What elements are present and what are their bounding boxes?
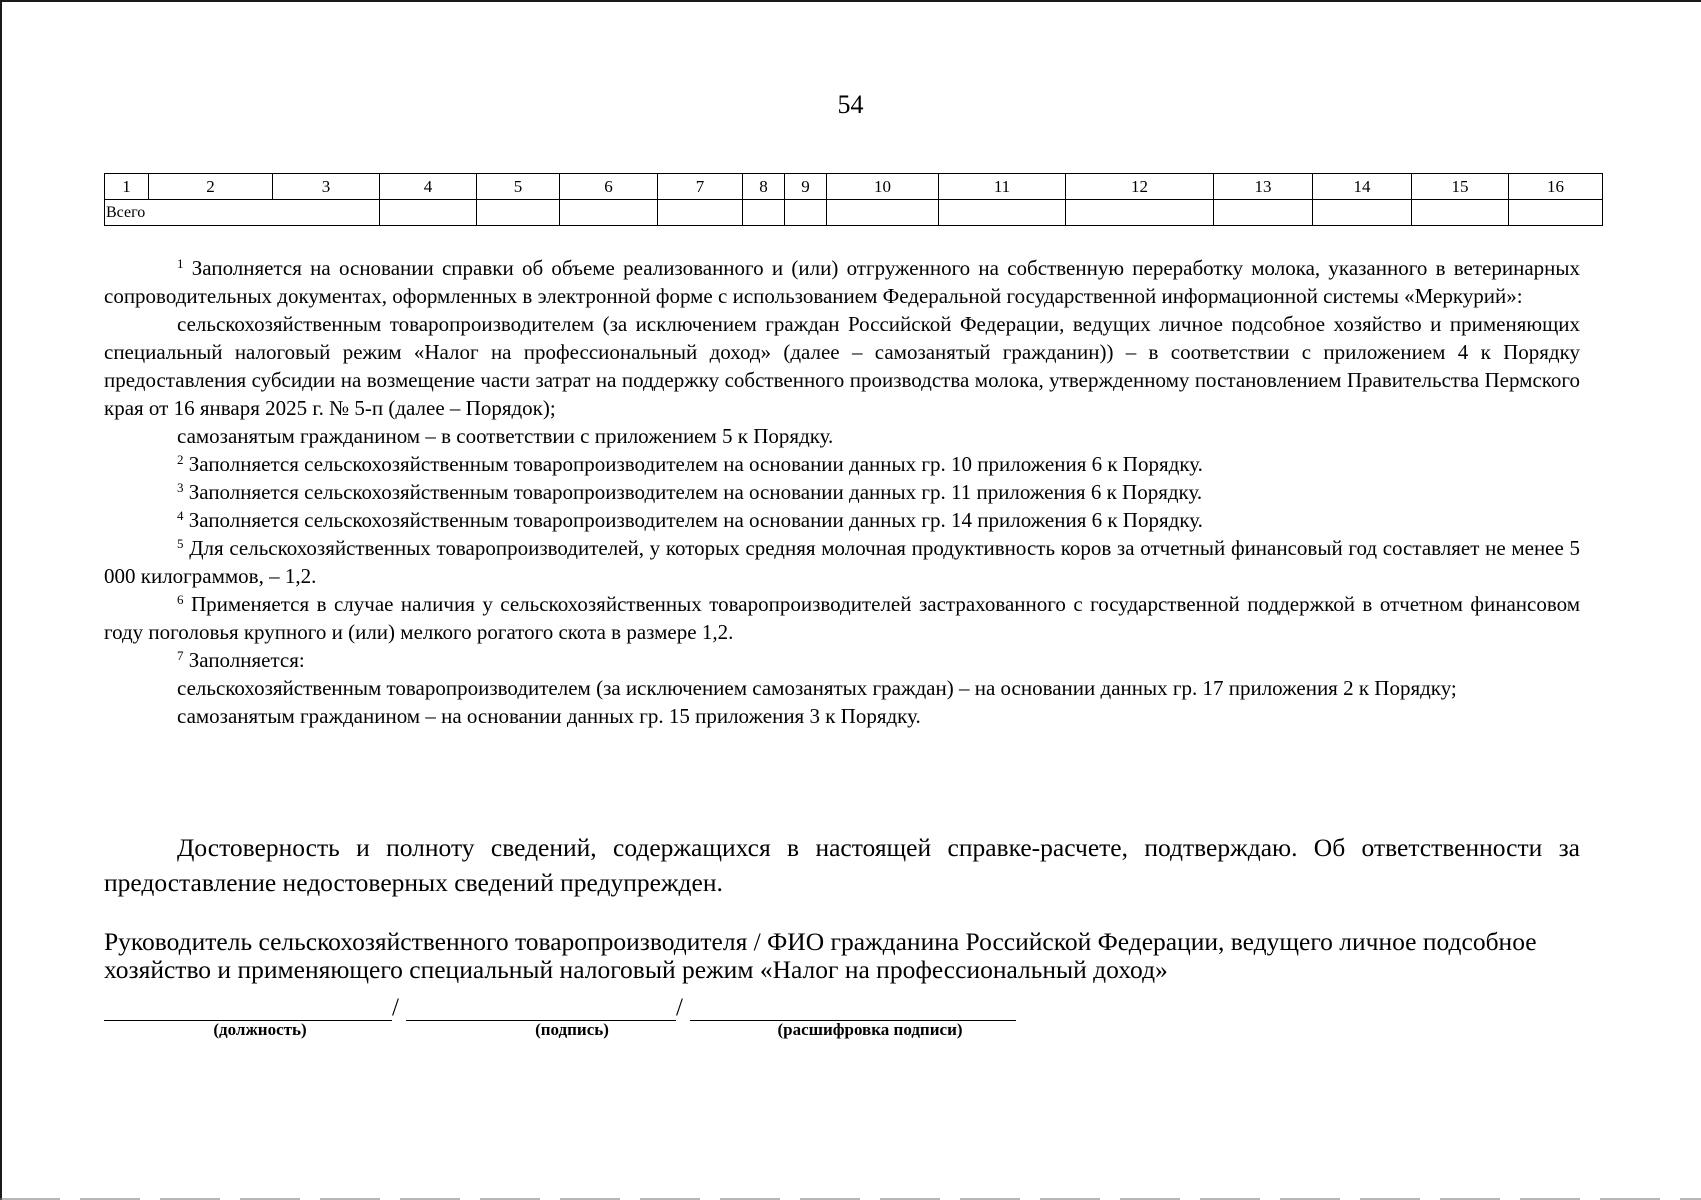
signature-caption: (подпись) [535, 1020, 609, 1039]
footnote-7-item: самозанятым гражданином – на основании данных гр. 15 приложения 3 к Порядку. [177, 704, 921, 728]
column-number: 15 [1412, 174, 1509, 200]
decoding-caption: (расшифровка подписи) [777, 1020, 963, 1039]
footnote-marker: 3 [177, 480, 184, 495]
decoding-line [690, 1000, 1016, 1021]
column-number: 5 [477, 174, 560, 200]
table-cell [560, 200, 658, 226]
column-number: 14 [1313, 174, 1412, 200]
footnote-text: Заполняется сельскохозяйственным товаропроизводителем на основании данных гр. 14 приложения 6 к Порядку. [188, 508, 1203, 532]
column-number: 12 [1066, 174, 1214, 200]
table-cell [380, 200, 477, 226]
footnote-3 [104, 478, 1580, 506]
position-line [104, 1000, 392, 1021]
footnote-marker: 7 [177, 648, 184, 663]
column-number: 4 [380, 174, 477, 200]
footnote-text: Заполняется сельскохозяйственным товаропроизводителем на основании данных гр. 10 приложения 6 к Порядку. [188, 452, 1203, 476]
table-cell [477, 200, 560, 226]
column-number: 8 [743, 174, 785, 200]
footnote-marker: 2 [177, 452, 184, 467]
table-header-row [105, 174, 1603, 200]
column-number: 16 [1509, 174, 1603, 200]
footnotes-section [104, 254, 1580, 730]
column-number: 1 [105, 174, 149, 200]
confirmation-text: Достоверность и полноту сведений, содержащихся в настоящей справке-расчете, подтверждаю. Об ответственности за предоставление недостоверных сведений предупрежден. [104, 833, 1580, 897]
column-number: 10 [827, 174, 939, 200]
table-cell [1313, 200, 1412, 226]
footnote-text: Заполняется сельскохозяйственным товаропроизводителем на основании данных гр. 11 приложения 6 к Порядку. [188, 480, 1203, 504]
table-cell [939, 200, 1066, 226]
table-cell [785, 200, 827, 226]
footnote-text: Для сельскохозяйственных товаропроизводителей, у которых средняя молочная продуктивность коров за отчетный финансовый год составляет не менее 5 000 килограммов, – 1,2. [104, 536, 1581, 588]
footnote-text: Заполняется на основании справки об объеме реализованного и (или) отгруженного на собственную переработку молока, указанного в ветеринарных сопроводительных документах, оформленных в электронной форме с использованием Федеральной государственной информационной системы «Меркурий»: [104, 256, 1581, 308]
footnote-marker: 6 [177, 592, 184, 607]
footnote-2 [104, 450, 1580, 478]
footnote-text: Заполняется: [188, 648, 305, 672]
column-number: 7 [658, 174, 743, 200]
page-border-top [0, 0, 1701, 2]
page-number: 54 [837, 90, 864, 119]
column-number: 2 [149, 174, 273, 200]
table-cell [743, 200, 785, 226]
signature-separator: / [392, 994, 399, 1021]
signature-separator: / [676, 994, 683, 1021]
footnote-marker: 4 [177, 508, 184, 523]
footnote-7 [104, 646, 1580, 674]
column-number: 3 [273, 174, 380, 200]
table-cell [1509, 200, 1603, 226]
table-cell [1214, 200, 1313, 226]
table-cell [827, 200, 939, 226]
table-cell [658, 200, 743, 226]
footnote-marker: 1 [177, 256, 184, 271]
column-number: 11 [939, 174, 1066, 200]
column-number: 9 [785, 174, 827, 200]
footnote-marker: 5 [177, 536, 184, 551]
footnote-5 [104, 534, 1580, 590]
column-number: 6 [560, 174, 658, 200]
table-total-row [105, 200, 1603, 226]
position-caption: (должность) [213, 1020, 307, 1039]
footnote-7-item: сельскохозяйственным товаропроизводителем (за исключением самозанятых граждан) – на основании данных гр. 17 приложения 2 к Порядку; [177, 676, 1457, 700]
footnote-6 [104, 590, 1580, 646]
table-cell [1066, 200, 1214, 226]
footnote-1-item: самозанятым гражданином – в соответствии с приложением 5 к Порядку. [177, 424, 834, 448]
footnote-1-item: сельскохозяйственным товаропроизводителем (за исключением граждан Российской Федерации, ведущих личное подсобное хозяйство и применяющих специальный налоговый режим «Налог на профессиональный доход» (далее – самозанятый гражданин)) – в соответствии с приложением 4 к Порядку предоставления субсидии на возмещение части затрат на поддержку собственного производства молока, утвержденному постановлением Правительства Пермского края от 16 января 2025 г. № 5-п (далее – Порядок); [104, 312, 1580, 420]
table-cell [1412, 200, 1509, 226]
footnote-4 [104, 506, 1580, 534]
data-table [104, 173, 1603, 226]
signature-line [406, 1000, 676, 1021]
footnote-text: Применяется в случае наличия у сельскохозяйственных товаропроизводителей застрахованного с государственной поддержкой в отчетном финансовом году поголовья крупного и (или) мелкого рогатого скота в размере 1,2. [104, 592, 1580, 644]
head-statement: Руководитель сельскохозяйственного товаропроизводителя / ФИО гражданина Российской Федерации, ведущего личное подсобное хозяйство и применяющего специальный налоговый режим «Налог на профессиональный доход» [104, 927, 1537, 984]
confirmation-statement [104, 830, 1580, 900]
total-row-label: Всего [105, 200, 380, 226]
column-number: 13 [1214, 174, 1313, 200]
footnote-1 [104, 254, 1580, 310]
